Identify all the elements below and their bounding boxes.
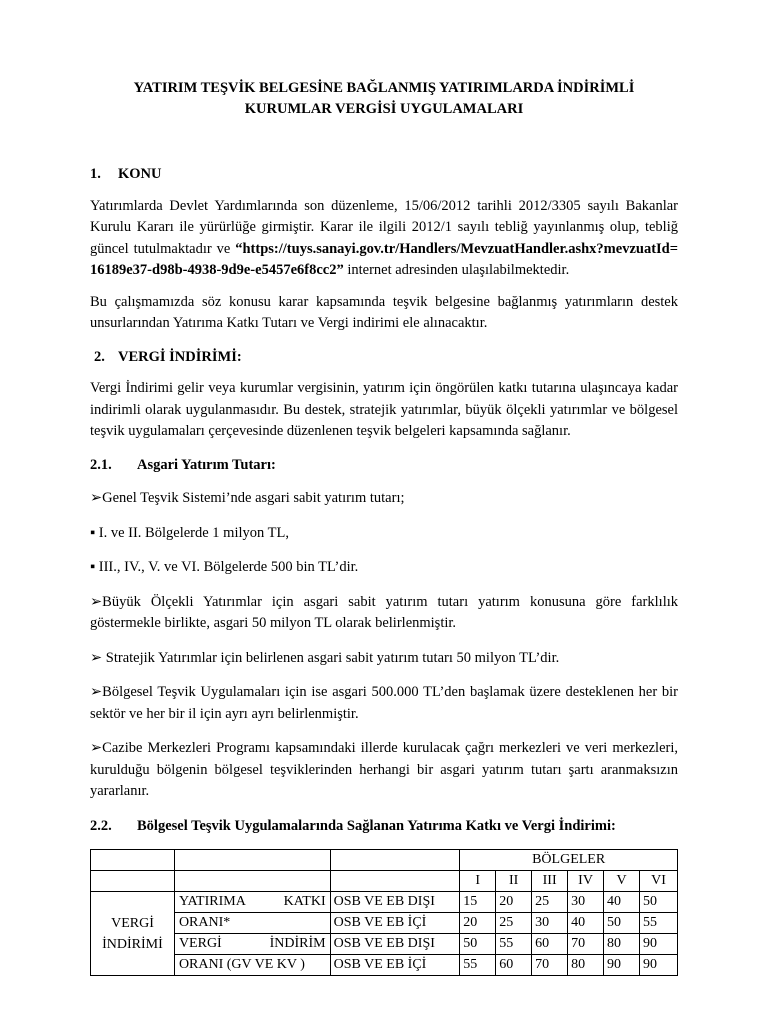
rate-cell: 90 [639,955,677,976]
list-item: ➢Cazibe Merkezleri Programı kapsamındaki illerde kurulacak çağrı merkezleri ve veri merkezleri, kurulduğu bölgenin bölgesel teşviklerinden herhangi bir asgari yatırım tutarı şartı aranmaksızın yararlanır. [90,740,678,799]
rate-cell: 20 [460,913,496,934]
category-label [174,934,330,955]
row-group-label [91,892,175,976]
paragraph-text: internet adresinden ulaşılabilmektedir. [343,262,570,278]
rate-cell: 70 [568,934,604,955]
section-2-heading [90,347,678,369]
section-title: KONU [118,166,162,182]
section-number: 2.1. [90,456,112,473]
paragraph-text: Yatırımlarda Devlet Yardımlarında son düzenleme, 15/06/2012 tarihli 2012/3305 sayılı Bakanlar Kurulu Kararı ile yürürlüğe girmiştir. Karar ile ilgili 2012/1 sayılı tebliğ yayınlanmış olup, tebliğ güncel tutulmaktadır ve [90,197,678,257]
list-item: ➢ Stratejik Yatırımlar için belirlenen asgari sabit yatırım tutarı 50 milyon TL’dir. [90,649,560,666]
rate-cell: 30 [568,892,604,913]
rate-cell: 90 [639,934,677,955]
rate-cell: 25 [496,913,532,934]
rate-cell: 15 [460,892,496,913]
section-2-1-heading [90,455,678,477]
table-empty-cell [330,850,460,871]
table-row [91,892,678,913]
category-word: KATKI [283,894,326,909]
rate-cell: 40 [568,913,604,934]
section-title: Bölgesel Teşvik Uygulamalarında Sağlanan Yatırıma Katkı ve Vergi İndirimi: [137,817,616,834]
region-header: I [460,871,496,892]
category-word: YATIRIMA [178,894,246,909]
table-header-row [91,850,678,871]
table-empty-cell [91,871,175,892]
table-row [91,913,678,934]
rate-cell: 40 [604,892,640,913]
section-1-paragraph-2: Bu çalışmamızda söz konusu karar kapsamında teşvik belgesine bağlanmış yatırımların destek unsurlarından Yatırıma Katkı Tutarı ve Vergi indirimi ele alınacaktır. [90,293,678,331]
region-header: VI [639,871,677,892]
rate-cell: 60 [496,955,532,976]
category-label: ORANI* [174,913,330,934]
category-word: VERGİ [178,936,222,951]
section-number: 2.2. [90,817,112,834]
zone-label: OSB VE EB İÇİ [330,913,460,934]
zone-label: OSB VE EB İÇİ [330,955,460,976]
title-line-2: KURUMLAR VERGİSİ UYGULAMALARI [244,101,524,117]
category-word: İNDİRİM [269,936,326,951]
list-item: ➢Genel Teşvik Sistemi’nde asgari sabit yatırım tutarı; [90,490,405,506]
list-item: ➢Büyük Ölçekli Yatırımlar için asgari sabit yatırım tutarı yatırım konusuna göre farklılık göstermekle birlikte, asgari 50 milyon TL olarak belirlenmiştir. [90,593,678,631]
category-label: ORANI (GV VE KV ) [174,955,330,976]
row-label-line: VERGİ [111,915,154,931]
section-2-paragraph: Vergi İndirimi gelir veya kurumlar vergisinin, yatırım için öngörülen katkı tutarına ulaşıncaya kadar indirimli olarak uygulanmasıdır. Bu destek, stratejik yatırımlar, büyük ölçekli yatırımlar ve bölgesel teşvik uygulamaları çerçevesinde düzenlenen teşvik belgeleri kapsamında sağlanır. [90,380,678,439]
category-label [174,892,330,913]
rate-cell: 50 [639,892,677,913]
table-row [91,934,678,955]
table-empty-cell [91,850,175,871]
row-label-line: İNDİRİMİ [102,936,163,952]
section-1-heading [90,164,678,186]
rate-cell: 55 [496,934,532,955]
rate-cell: 55 [460,955,496,976]
table-empty-cell [330,871,460,892]
rate-cell: 80 [568,955,604,976]
section-1-paragraph-1 [90,196,678,282]
section-title: Asgari Yatırım Tutarı: [137,456,276,473]
rate-cell: 20 [496,892,532,913]
rate-cell: 25 [532,892,568,913]
rate-cell: 80 [604,934,640,955]
rate-cell: 55 [639,913,677,934]
table-row [91,955,678,976]
mevzuat-link[interactable]: “https://tuys.sanayi.gov.tr/Handlers/MevzuatHandler.ashx?mevzuatId=16189e37-d98b-4938-9d9e-e5457e6f8cc2” [90,240,678,278]
table-regions-row [91,871,678,892]
table-empty-cell [174,850,330,871]
table-empty-cell [174,871,330,892]
regional-incentive-table [90,849,678,976]
section-2-2-heading [90,816,678,838]
region-header: V [604,871,640,892]
rate-cell: 70 [532,955,568,976]
section-number: 2. [94,348,105,365]
list-item: ▪ I. ve II. Bölgelerde 1 milyon TL, [90,524,289,541]
region-header: IV [568,871,604,892]
section-title: VERGİ İNDİRİMİ: [118,348,242,365]
document-title [90,78,678,120]
section-number: 1. [90,166,101,182]
document-page [90,78,678,976]
title-line-1: YATIRIM TEŞVİK BELGESİNE BAĞLANMIŞ YATIRIMLARDA İNDİRİMLİ [133,80,635,96]
rate-cell: 90 [604,955,640,976]
region-header: II [496,871,532,892]
rate-cell: 60 [532,934,568,955]
region-header: III [532,871,568,892]
zone-label: OSB VE EB DIŞI [330,892,460,913]
list-item: ➢Bölgesel Teşvik Uygulamaları için ise asgari 500.000 TL’den başlamak üzere desteklenen her bir sektör ve her bir il için ayrı ayrı belirlenmiştir. [90,684,678,722]
zone-label: OSB VE EB DIŞI [330,934,460,955]
rate-cell: 50 [460,934,496,955]
rate-cell: 30 [532,913,568,934]
list-item: ▪ III., IV., V. ve VI. Bölgelerde 500 bin TL’dir. [90,559,359,575]
rate-cell: 50 [604,913,640,934]
regions-header: BÖLGELER [460,850,678,871]
